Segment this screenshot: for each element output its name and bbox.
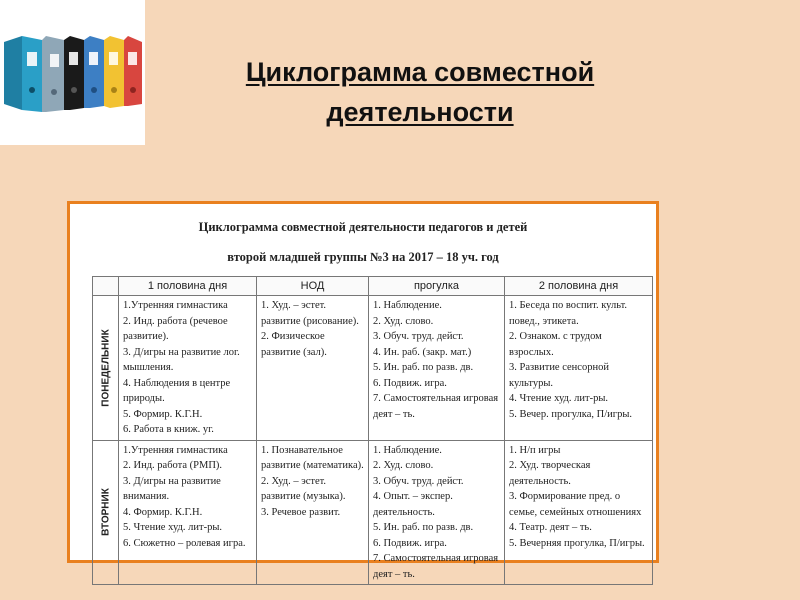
list-item: 5. Вечерняя прогулка, П/игры. [509, 537, 645, 549]
list-item: 4. Опыт. – экспер. деятельность. [373, 491, 453, 518]
table-header-row [93, 277, 653, 296]
list-item: 1. Познавательное развитие (математика). [261, 444, 364, 471]
day-cell [93, 440, 119, 585]
list-item: 4. Формир. К.Г.Н. [123, 506, 203, 518]
day-cell [93, 296, 119, 441]
list-item: 6. Сюжетно – ролевая игра. [123, 537, 246, 549]
list-item: 6. Работа в книж. уг. [123, 424, 214, 435]
list-item: 1. Наблюдение. [373, 300, 442, 311]
list-item: 1.Утренняя гимнастика [123, 300, 228, 311]
list-item: 5. Формир. К.Г.Н. [123, 408, 203, 420]
table-cell [257, 296, 369, 441]
list-item: 6. Подвиж. игра. [373, 377, 447, 389]
list-item: 2. Ознаком. с трудом взрослых. [509, 331, 602, 358]
list-item: 1. Худ. – эстет. развитие (рисование). [261, 300, 359, 327]
list-item: 3. Обуч. труд. дейст. [373, 331, 464, 342]
column-header [93, 277, 119, 296]
list-item: 2. Худ. слово. [373, 315, 434, 327]
list-item: 1. Беседа по воспит. культ. повед., этикета. [509, 300, 628, 327]
list-item: 7. Самостоятельная игровая деят – ть. [373, 393, 499, 420]
list-item: 2. Худ. творческая деятельность. [509, 460, 591, 487]
list-item: 3. Д/игры на развитие лог. мышления. [123, 346, 240, 373]
title-line-1: Циклограмма совместной [245, 57, 595, 87]
day-label: ПОНЕДЕЛЬНИК [99, 329, 111, 407]
scanned-document [67, 201, 659, 580]
list-item: 1. Наблюдение. [373, 444, 442, 456]
list-item: 5. Ин. раб. по разв. дв. [373, 362, 474, 373]
table-cell [257, 440, 369, 585]
column-header: прогулка [369, 277, 505, 296]
list-item: 6. Подвиж. игра. [373, 537, 447, 549]
list-item: 2. Худ. слово. [373, 460, 434, 471]
slide-title [190, 52, 650, 132]
day-label: ВТОРНИК [99, 488, 111, 537]
list-item: 4. Театр. деят – ть. [509, 522, 592, 533]
list-item: 3. Речевое развит. [261, 506, 341, 518]
list-item: 3. Обуч. труд. дейст. [373, 475, 464, 487]
column-header: 1 половина дня [119, 277, 257, 296]
list-item: 3. Д/игры на развитие внимания. [123, 475, 221, 502]
schedule-table [92, 276, 653, 585]
table-cell [119, 440, 257, 585]
binders-icon [0, 0, 145, 145]
list-item: 4. Ин. раб. (закр. мат.) [373, 346, 472, 358]
document-heading: Циклограмма совместной деятельности педагогов и детей [198, 220, 528, 234]
column-header: НОД [257, 277, 369, 296]
list-item: 4. Наблюдения в центре природы. [123, 377, 231, 404]
list-item: 3. Формирование пред. о семье, семейных отношениях [509, 491, 642, 518]
list-item: 7. Самостоятельная игровая деят – ть. [373, 553, 499, 580]
list-item: 2. Инд. работа (РМП). [123, 460, 223, 471]
list-item: 3. Развитие сенсорной культуры. [509, 362, 609, 389]
title-line-2: деятельности [326, 97, 514, 127]
list-item: 5. Чтение худ. лит-ры. [123, 522, 223, 533]
binders-image [0, 0, 145, 145]
list-item: 2. Худ. – эстет. развитие (музыка). [261, 475, 346, 502]
list-item: 5. Вечер. прогулка, П/игры. [509, 408, 633, 420]
table-row [93, 296, 653, 441]
table-cell [369, 296, 505, 441]
list-item: 5. Ин. раб. по разв. дв. [373, 522, 474, 533]
list-item: 1.Утренняя гимнастика [123, 444, 228, 456]
list-item: 4. Чтение худ. лит-ры. [509, 393, 609, 404]
table-row [93, 440, 653, 585]
document-subheading: второй младшей группы №3 на 2017 – 18 уч. год [227, 250, 499, 264]
list-item: 1. Н/п игры [509, 444, 561, 456]
table-cell [505, 296, 653, 441]
list-item: 2. Инд. работа (речевое развитие). [123, 315, 228, 342]
table-cell [505, 440, 653, 585]
column-header: 2 половина дня [505, 277, 653, 296]
table-cell [369, 440, 505, 585]
table-cell [119, 296, 257, 441]
list-item: 2. Физическое развитие (зал). [261, 331, 327, 358]
